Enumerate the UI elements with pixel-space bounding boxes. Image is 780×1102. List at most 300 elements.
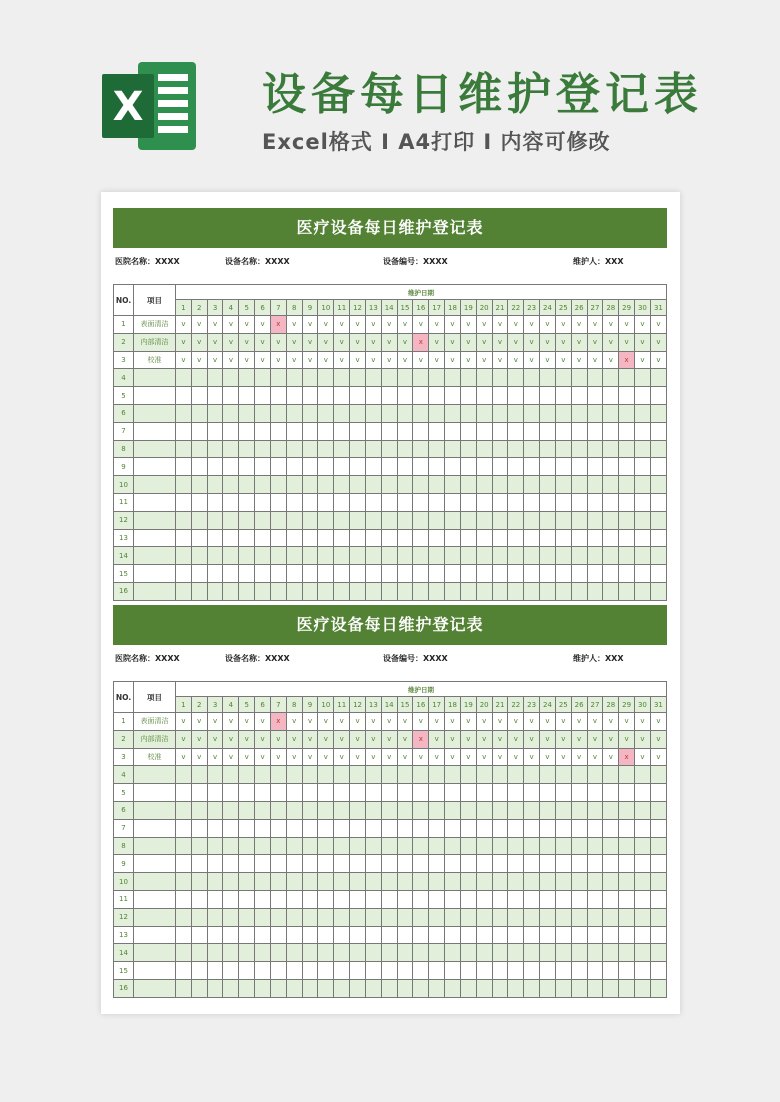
mark-cell[interactable] xyxy=(603,837,619,855)
mark-cell[interactable] xyxy=(365,837,381,855)
mark-cell[interactable] xyxy=(460,801,476,819)
mark-cell[interactable]: v xyxy=(603,351,619,369)
mark-cell[interactable]: v xyxy=(334,730,350,748)
mark-cell[interactable] xyxy=(318,784,334,802)
row-item[interactable]: 校准 xyxy=(134,351,176,369)
mark-cell[interactable]: v xyxy=(255,351,271,369)
mark-cell[interactable] xyxy=(381,565,397,583)
mark-cell[interactable] xyxy=(540,979,556,997)
mark-cell[interactable] xyxy=(350,873,366,891)
mark-cell[interactable]: v xyxy=(176,333,192,351)
mark-cell[interactable] xyxy=(540,547,556,565)
mark-cell[interactable] xyxy=(635,493,651,511)
mark-cell[interactable] xyxy=(555,944,571,962)
mark-cell[interactable] xyxy=(555,784,571,802)
mark-cell[interactable] xyxy=(524,873,540,891)
mark-cell[interactable] xyxy=(397,422,413,440)
mark-cell[interactable] xyxy=(603,529,619,547)
mark-cell[interactable] xyxy=(524,890,540,908)
mark-cell[interactable] xyxy=(619,944,635,962)
mark-cell[interactable]: v xyxy=(176,713,192,731)
mark-cell[interactable] xyxy=(571,493,587,511)
mark-cell[interactable] xyxy=(286,944,302,962)
mark-cell[interactable] xyxy=(524,493,540,511)
mark-cell[interactable]: v xyxy=(445,748,461,766)
mark-cell[interactable]: v xyxy=(524,748,540,766)
mark-cell[interactable] xyxy=(476,529,492,547)
mark-cell[interactable] xyxy=(603,979,619,997)
mark-cell[interactable] xyxy=(635,476,651,494)
mark-cell[interactable] xyxy=(445,440,461,458)
mark-cell[interactable] xyxy=(381,926,397,944)
mark-cell[interactable] xyxy=(223,908,239,926)
mark-cell[interactable] xyxy=(635,979,651,997)
mark-cell[interactable]: v xyxy=(413,316,429,334)
mark-cell[interactable] xyxy=(650,873,666,891)
mark-cell[interactable] xyxy=(239,801,255,819)
mark-cell[interactable] xyxy=(255,547,271,565)
mark-cell[interactable] xyxy=(302,979,318,997)
mark-cell[interactable]: v xyxy=(460,748,476,766)
mark-cell[interactable] xyxy=(239,440,255,458)
mark-cell[interactable] xyxy=(413,476,429,494)
mark-cell[interactable] xyxy=(350,944,366,962)
mark-cell[interactable] xyxy=(619,926,635,944)
mark-cell[interactable]: v xyxy=(587,333,603,351)
mark-cell[interactable] xyxy=(286,908,302,926)
row-item[interactable] xyxy=(134,369,176,387)
mark-cell[interactable] xyxy=(413,855,429,873)
mark-cell[interactable] xyxy=(286,582,302,600)
mark-cell[interactable] xyxy=(619,962,635,980)
mark-cell[interactable] xyxy=(508,404,524,422)
mark-cell[interactable] xyxy=(334,511,350,529)
mark-cell[interactable]: x xyxy=(413,333,429,351)
mark-cell[interactable] xyxy=(540,962,556,980)
mark-cell[interactable] xyxy=(540,476,556,494)
mark-cell[interactable] xyxy=(207,837,223,855)
mark-cell[interactable] xyxy=(429,944,445,962)
mark-cell[interactable]: x xyxy=(270,316,286,334)
mark-cell[interactable] xyxy=(524,422,540,440)
mark-cell[interactable] xyxy=(191,979,207,997)
mark-cell[interactable] xyxy=(286,873,302,891)
mark-cell[interactable] xyxy=(223,890,239,908)
mark-cell[interactable]: v xyxy=(460,351,476,369)
mark-cell[interactable] xyxy=(445,962,461,980)
mark-cell[interactable] xyxy=(334,422,350,440)
mark-cell[interactable] xyxy=(318,801,334,819)
mark-cell[interactable]: x xyxy=(270,713,286,731)
mark-cell[interactable] xyxy=(603,565,619,583)
mark-cell[interactable] xyxy=(508,493,524,511)
mark-cell[interactable] xyxy=(176,458,192,476)
mark-cell[interactable] xyxy=(365,547,381,565)
mark-cell[interactable] xyxy=(619,890,635,908)
mark-cell[interactable] xyxy=(350,979,366,997)
mark-cell[interactable] xyxy=(635,944,651,962)
mark-cell[interactable] xyxy=(492,890,508,908)
mark-cell[interactable] xyxy=(302,873,318,891)
mark-cell[interactable]: v xyxy=(270,351,286,369)
mark-cell[interactable] xyxy=(476,404,492,422)
mark-cell[interactable] xyxy=(350,837,366,855)
mark-cell[interactable] xyxy=(302,962,318,980)
mark-cell[interactable] xyxy=(223,855,239,873)
mark-cell[interactable] xyxy=(239,962,255,980)
mark-cell[interactable] xyxy=(540,529,556,547)
mark-cell[interactable]: v xyxy=(255,730,271,748)
mark-cell[interactable] xyxy=(413,979,429,997)
mark-cell[interactable] xyxy=(413,873,429,891)
mark-cell[interactable] xyxy=(555,565,571,583)
mark-cell[interactable] xyxy=(286,926,302,944)
mark-cell[interactable] xyxy=(350,529,366,547)
mark-cell[interactable] xyxy=(302,855,318,873)
mark-cell[interactable] xyxy=(603,547,619,565)
mark-cell[interactable]: v xyxy=(191,748,207,766)
mark-cell[interactable] xyxy=(223,529,239,547)
mark-cell[interactable] xyxy=(318,369,334,387)
mark-cell[interactable] xyxy=(350,908,366,926)
mark-cell[interactable]: v xyxy=(334,713,350,731)
mark-cell[interactable] xyxy=(445,369,461,387)
mark-cell[interactable] xyxy=(255,979,271,997)
mark-cell[interactable] xyxy=(255,565,271,583)
mark-cell[interactable] xyxy=(350,387,366,405)
mark-cell[interactable] xyxy=(413,766,429,784)
mark-cell[interactable] xyxy=(318,476,334,494)
mark-cell[interactable]: v xyxy=(460,713,476,731)
mark-cell[interactable] xyxy=(571,404,587,422)
mark-cell[interactable]: v xyxy=(318,713,334,731)
mark-cell[interactable] xyxy=(508,369,524,387)
mark-cell[interactable] xyxy=(350,926,366,944)
mark-cell[interactable] xyxy=(540,908,556,926)
mark-cell[interactable] xyxy=(381,979,397,997)
mark-cell[interactable] xyxy=(587,784,603,802)
mark-cell[interactable] xyxy=(603,493,619,511)
mark-cell[interactable] xyxy=(191,944,207,962)
row-item[interactable] xyxy=(134,476,176,494)
mark-cell[interactable] xyxy=(587,855,603,873)
mark-cell[interactable] xyxy=(334,404,350,422)
mark-cell[interactable]: v xyxy=(207,351,223,369)
mark-cell[interactable] xyxy=(270,493,286,511)
mark-cell[interactable] xyxy=(413,565,429,583)
mark-cell[interactable] xyxy=(255,458,271,476)
mark-cell[interactable] xyxy=(318,422,334,440)
mark-cell[interactable] xyxy=(239,511,255,529)
mark-cell[interactable] xyxy=(223,404,239,422)
mark-cell[interactable] xyxy=(176,873,192,891)
mark-cell[interactable] xyxy=(540,422,556,440)
mark-cell[interactable] xyxy=(524,962,540,980)
mark-cell[interactable] xyxy=(603,784,619,802)
mark-cell[interactable] xyxy=(429,784,445,802)
mark-cell[interactable] xyxy=(207,819,223,837)
mark-cell[interactable] xyxy=(619,511,635,529)
mark-cell[interactable] xyxy=(207,369,223,387)
mark-cell[interactable] xyxy=(492,493,508,511)
mark-cell[interactable] xyxy=(223,873,239,891)
mark-cell[interactable] xyxy=(587,890,603,908)
mark-cell[interactable]: v xyxy=(619,333,635,351)
mark-cell[interactable] xyxy=(619,458,635,476)
mark-cell[interactable] xyxy=(650,529,666,547)
mark-cell[interactable] xyxy=(381,908,397,926)
mark-cell[interactable]: v xyxy=(524,713,540,731)
mark-cell[interactable] xyxy=(381,529,397,547)
mark-cell[interactable]: v xyxy=(460,316,476,334)
mark-cell[interactable] xyxy=(635,926,651,944)
mark-cell[interactable] xyxy=(255,493,271,511)
mark-cell[interactable] xyxy=(334,855,350,873)
mark-cell[interactable]: v xyxy=(619,730,635,748)
mark-cell[interactable]: v xyxy=(571,748,587,766)
mark-cell[interactable] xyxy=(445,511,461,529)
mark-cell[interactable] xyxy=(445,819,461,837)
mark-cell[interactable] xyxy=(397,926,413,944)
mark-cell[interactable] xyxy=(508,387,524,405)
mark-cell[interactable] xyxy=(650,582,666,600)
mark-cell[interactable] xyxy=(445,529,461,547)
mark-cell[interactable] xyxy=(176,837,192,855)
mark-cell[interactable] xyxy=(650,458,666,476)
mark-cell[interactable] xyxy=(255,387,271,405)
mark-cell[interactable]: v xyxy=(286,713,302,731)
mark-cell[interactable] xyxy=(460,476,476,494)
mark-cell[interactable] xyxy=(334,926,350,944)
mark-cell[interactable] xyxy=(302,511,318,529)
mark-cell[interactable] xyxy=(508,766,524,784)
mark-cell[interactable]: v xyxy=(508,748,524,766)
mark-cell[interactable]: v xyxy=(635,748,651,766)
mark-cell[interactable] xyxy=(540,511,556,529)
mark-cell[interactable]: v xyxy=(540,333,556,351)
mark-cell[interactable] xyxy=(492,784,508,802)
mark-cell[interactable] xyxy=(381,890,397,908)
mark-cell[interactable] xyxy=(239,404,255,422)
mark-cell[interactable] xyxy=(650,801,666,819)
mark-cell[interactable] xyxy=(302,926,318,944)
mark-cell[interactable]: v xyxy=(302,730,318,748)
mark-cell[interactable] xyxy=(524,404,540,422)
mark-cell[interactable] xyxy=(176,476,192,494)
mark-cell[interactable] xyxy=(524,387,540,405)
mark-cell[interactable] xyxy=(191,511,207,529)
mark-cell[interactable] xyxy=(476,369,492,387)
mark-cell[interactable] xyxy=(540,404,556,422)
mark-cell[interactable] xyxy=(318,565,334,583)
mark-cell[interactable] xyxy=(524,801,540,819)
mark-cell[interactable] xyxy=(176,404,192,422)
mark-cell[interactable] xyxy=(334,837,350,855)
mark-cell[interactable]: v xyxy=(524,351,540,369)
mark-cell[interactable] xyxy=(223,582,239,600)
mark-cell[interactable] xyxy=(587,979,603,997)
mark-cell[interactable] xyxy=(492,962,508,980)
mark-cell[interactable] xyxy=(650,440,666,458)
mark-cell[interactable] xyxy=(397,819,413,837)
mark-cell[interactable] xyxy=(318,529,334,547)
mark-cell[interactable] xyxy=(650,784,666,802)
mark-cell[interactable]: v xyxy=(508,730,524,748)
mark-cell[interactable] xyxy=(492,979,508,997)
mark-cell[interactable] xyxy=(555,926,571,944)
mark-cell[interactable] xyxy=(429,529,445,547)
mark-cell[interactable] xyxy=(302,369,318,387)
mark-cell[interactable] xyxy=(540,890,556,908)
mark-cell[interactable]: v xyxy=(429,748,445,766)
mark-cell[interactable] xyxy=(255,837,271,855)
mark-cell[interactable] xyxy=(571,440,587,458)
mark-cell[interactable] xyxy=(207,458,223,476)
mark-cell[interactable] xyxy=(540,944,556,962)
mark-cell[interactable] xyxy=(397,855,413,873)
mark-cell[interactable]: v xyxy=(524,316,540,334)
mark-cell[interactable] xyxy=(524,784,540,802)
mark-cell[interactable] xyxy=(191,890,207,908)
mark-cell[interactable] xyxy=(223,944,239,962)
row-item[interactable] xyxy=(134,766,176,784)
mark-cell[interactable] xyxy=(413,962,429,980)
mark-cell[interactable] xyxy=(413,547,429,565)
mark-cell[interactable]: v xyxy=(223,748,239,766)
mark-cell[interactable] xyxy=(555,493,571,511)
mark-cell[interactable] xyxy=(429,547,445,565)
mark-cell[interactable]: v xyxy=(397,333,413,351)
mark-cell[interactable] xyxy=(460,369,476,387)
mark-cell[interactable] xyxy=(619,493,635,511)
mark-cell[interactable] xyxy=(460,855,476,873)
mark-cell[interactable]: v xyxy=(492,730,508,748)
mark-cell[interactable] xyxy=(350,440,366,458)
mark-cell[interactable] xyxy=(207,493,223,511)
mark-cell[interactable] xyxy=(571,422,587,440)
mark-cell[interactable] xyxy=(365,855,381,873)
mark-cell[interactable] xyxy=(445,476,461,494)
mark-cell[interactable] xyxy=(286,855,302,873)
mark-cell[interactable] xyxy=(286,979,302,997)
mark-cell[interactable] xyxy=(635,819,651,837)
mark-cell[interactable] xyxy=(508,476,524,494)
mark-cell[interactable]: v xyxy=(350,333,366,351)
mark-cell[interactable] xyxy=(397,440,413,458)
mark-cell[interactable]: v xyxy=(176,748,192,766)
mark-cell[interactable] xyxy=(460,529,476,547)
mark-cell[interactable]: v xyxy=(508,351,524,369)
mark-cell[interactable] xyxy=(476,944,492,962)
mark-cell[interactable] xyxy=(492,944,508,962)
mark-cell[interactable] xyxy=(286,547,302,565)
mark-cell[interactable]: v xyxy=(460,333,476,351)
mark-cell[interactable] xyxy=(270,547,286,565)
mark-cell[interactable] xyxy=(492,369,508,387)
mark-cell[interactable] xyxy=(587,387,603,405)
mark-cell[interactable] xyxy=(635,511,651,529)
mark-cell[interactable] xyxy=(587,547,603,565)
mark-cell[interactable] xyxy=(381,404,397,422)
mark-cell[interactable] xyxy=(619,529,635,547)
mark-cell[interactable] xyxy=(191,837,207,855)
mark-cell[interactable] xyxy=(381,944,397,962)
mark-cell[interactable] xyxy=(508,801,524,819)
mark-cell[interactable]: v xyxy=(555,333,571,351)
mark-cell[interactable] xyxy=(508,511,524,529)
row-item[interactable] xyxy=(134,908,176,926)
mark-cell[interactable] xyxy=(239,837,255,855)
mark-cell[interactable]: v xyxy=(476,713,492,731)
mark-cell[interactable]: v xyxy=(476,316,492,334)
mark-cell[interactable] xyxy=(239,387,255,405)
mark-cell[interactable] xyxy=(476,582,492,600)
mark-cell[interactable] xyxy=(429,476,445,494)
mark-cell[interactable] xyxy=(365,944,381,962)
mark-cell[interactable]: v xyxy=(239,333,255,351)
mark-cell[interactable] xyxy=(587,944,603,962)
row-item[interactable] xyxy=(134,784,176,802)
mark-cell[interactable] xyxy=(286,458,302,476)
mark-cell[interactable] xyxy=(540,387,556,405)
mark-cell[interactable] xyxy=(286,565,302,583)
mark-cell[interactable] xyxy=(397,369,413,387)
mark-cell[interactable] xyxy=(302,565,318,583)
mark-cell[interactable]: v xyxy=(318,333,334,351)
mark-cell[interactable]: v xyxy=(635,713,651,731)
mark-cell[interactable] xyxy=(270,766,286,784)
mark-cell[interactable] xyxy=(603,422,619,440)
mark-cell[interactable] xyxy=(334,944,350,962)
mark-cell[interactable] xyxy=(476,908,492,926)
mark-cell[interactable] xyxy=(397,404,413,422)
mark-cell[interactable] xyxy=(476,837,492,855)
mark-cell[interactable] xyxy=(476,962,492,980)
mark-cell[interactable]: v xyxy=(239,351,255,369)
mark-cell[interactable]: v xyxy=(429,316,445,334)
mark-cell[interactable] xyxy=(476,979,492,997)
mark-cell[interactable] xyxy=(365,404,381,422)
mark-cell[interactable]: v xyxy=(445,351,461,369)
mark-cell[interactable] xyxy=(365,511,381,529)
mark-cell[interactable] xyxy=(286,404,302,422)
mark-cell[interactable] xyxy=(635,801,651,819)
mark-cell[interactable] xyxy=(223,979,239,997)
mark-cell[interactable] xyxy=(524,565,540,583)
mark-cell[interactable] xyxy=(571,458,587,476)
mark-cell[interactable] xyxy=(619,440,635,458)
mark-cell[interactable] xyxy=(555,855,571,873)
mark-cell[interactable]: v xyxy=(603,333,619,351)
mark-cell[interactable] xyxy=(286,511,302,529)
mark-cell[interactable] xyxy=(492,529,508,547)
mark-cell[interactable]: v xyxy=(286,730,302,748)
mark-cell[interactable]: v xyxy=(207,748,223,766)
mark-cell[interactable] xyxy=(460,387,476,405)
mark-cell[interactable] xyxy=(207,404,223,422)
mark-cell[interactable] xyxy=(587,766,603,784)
mark-cell[interactable] xyxy=(508,440,524,458)
mark-cell[interactable] xyxy=(650,962,666,980)
mark-cell[interactable] xyxy=(492,422,508,440)
row-item[interactable] xyxy=(134,404,176,422)
mark-cell[interactable] xyxy=(270,404,286,422)
mark-cell[interactable] xyxy=(571,529,587,547)
mark-cell[interactable] xyxy=(445,582,461,600)
mark-cell[interactable] xyxy=(223,547,239,565)
mark-cell[interactable] xyxy=(239,819,255,837)
mark-cell[interactable]: v xyxy=(492,748,508,766)
